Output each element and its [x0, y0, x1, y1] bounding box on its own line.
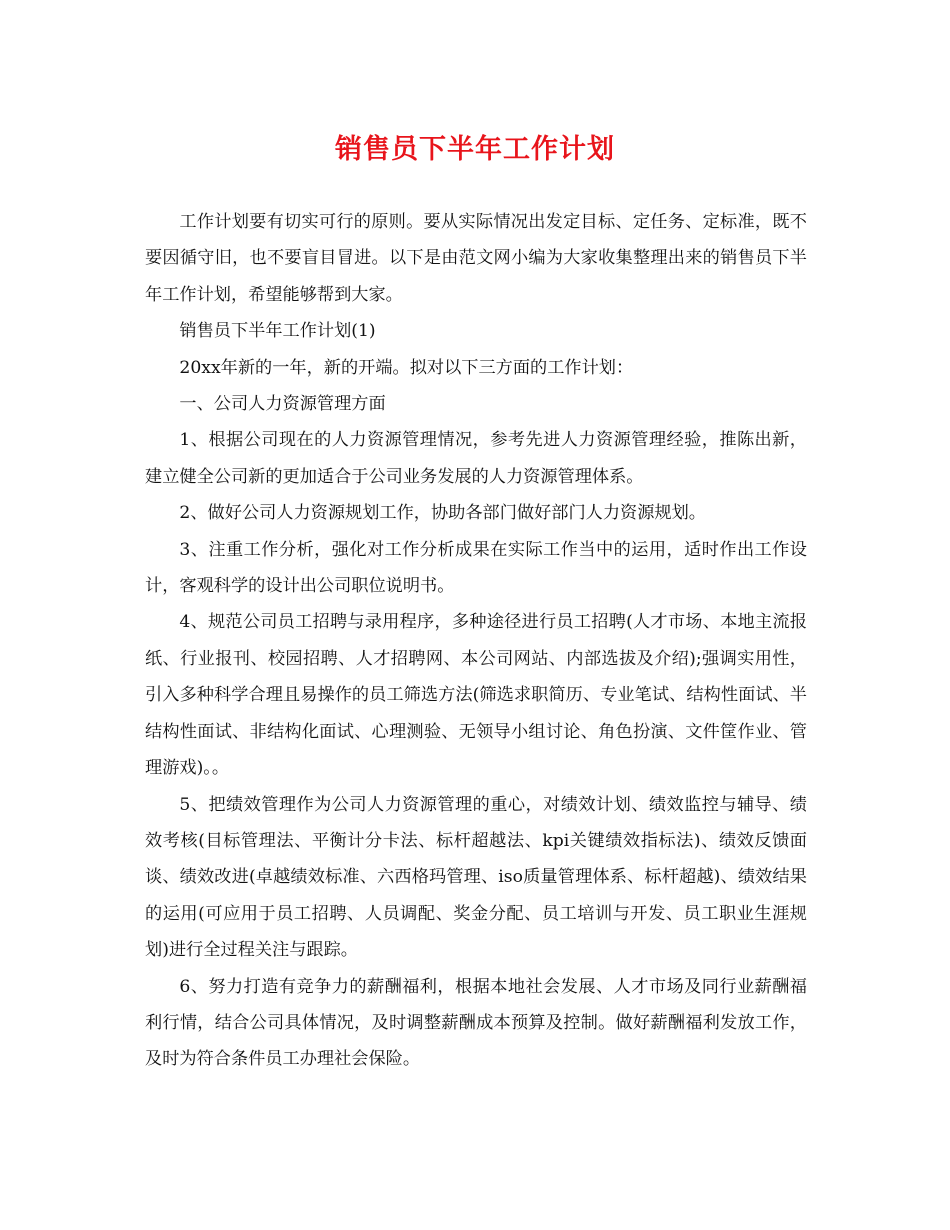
item-paragraph-4: 4、规范公司员工招聘与录用程序，多种途径进行员工招聘(人才市场、本地主流报纸、行业报刊、校园招聘、人才招聘网、本公司网站、内部选拔及介绍);强调实用性，引入多种科学合理且易操作的员工筛选方法(筛选求职简历、专业笔试、结构性面试、半结构性面试、非结构化面试、心理测验、无领导小组讨论、角色扮演、文件筐作业、管理游戏)。。: [145, 612, 807, 779]
item-paragraph-6: 6、努力打造有竞争力的薪酬福利，根据本地社会发展、人才市场及同行业薪酬福利行情，结合公司具体情况，及时调整薪酬成本预算及控制。做好薪酬福利发放工作，及时为符合条件员工办理社会保险。: [145, 976, 807, 1070]
section-heading-hr-management: 一、公司人力资源管理方面: [179, 394, 386, 415]
section-heading-plan-1: 销售员下半年工作计划(1): [179, 321, 376, 342]
document-body: [145, 204, 807, 1078]
item-paragraph-1: 1、根据公司现在的人力资源管理情况，参考先进人力资源管理经验，推陈出新，建立健全公司新的更加适合于公司业务发展的人力资源管理体系。: [145, 430, 807, 487]
intro-paragraph: 工作计划要有切实可行的原则。要从实际情况出发定目标、定任务、定标准，既不要因循守旧，也不要盲目冒进。以下是由范文网小编为大家收集整理出来的销售员下半年工作计划，希望能够帮到大家。: [145, 212, 807, 305]
item-paragraph-2: 2、做好公司人力资源规划工作，协助各部门做好部门人力资源规划。: [179, 503, 706, 524]
opening-paragraph: 20xx年新的一年，新的开端。拟对以下三方面的工作计划：: [179, 357, 634, 378]
item-paragraph-5: 5、把绩效管理作为公司人力资源管理的重心，对绩效计划、绩效监控与辅导、绩效考核(目标管理法、平衡计分卡法、标杆超越法、kpi关键绩效指标法)、绩效反馈面谈、绩效改进(卓越绩效标准、六西格玛管理、iso质量管理体系、标杆超越)、绩效结果的运用(可应用于员工招聘、人员调配、奖金分配、员工培训与开发、员工职业生涯规划)进行全过程关注与跟踪。: [145, 794, 807, 961]
item-paragraph-3: 3、注重工作分析，强化对工作分析成果在实际工作当中的运用，适时作出工作设计，客观科学的设计出公司职位说明书。: [145, 539, 807, 597]
document-title: 销售员下半年工作计划: [335, 134, 615, 165]
